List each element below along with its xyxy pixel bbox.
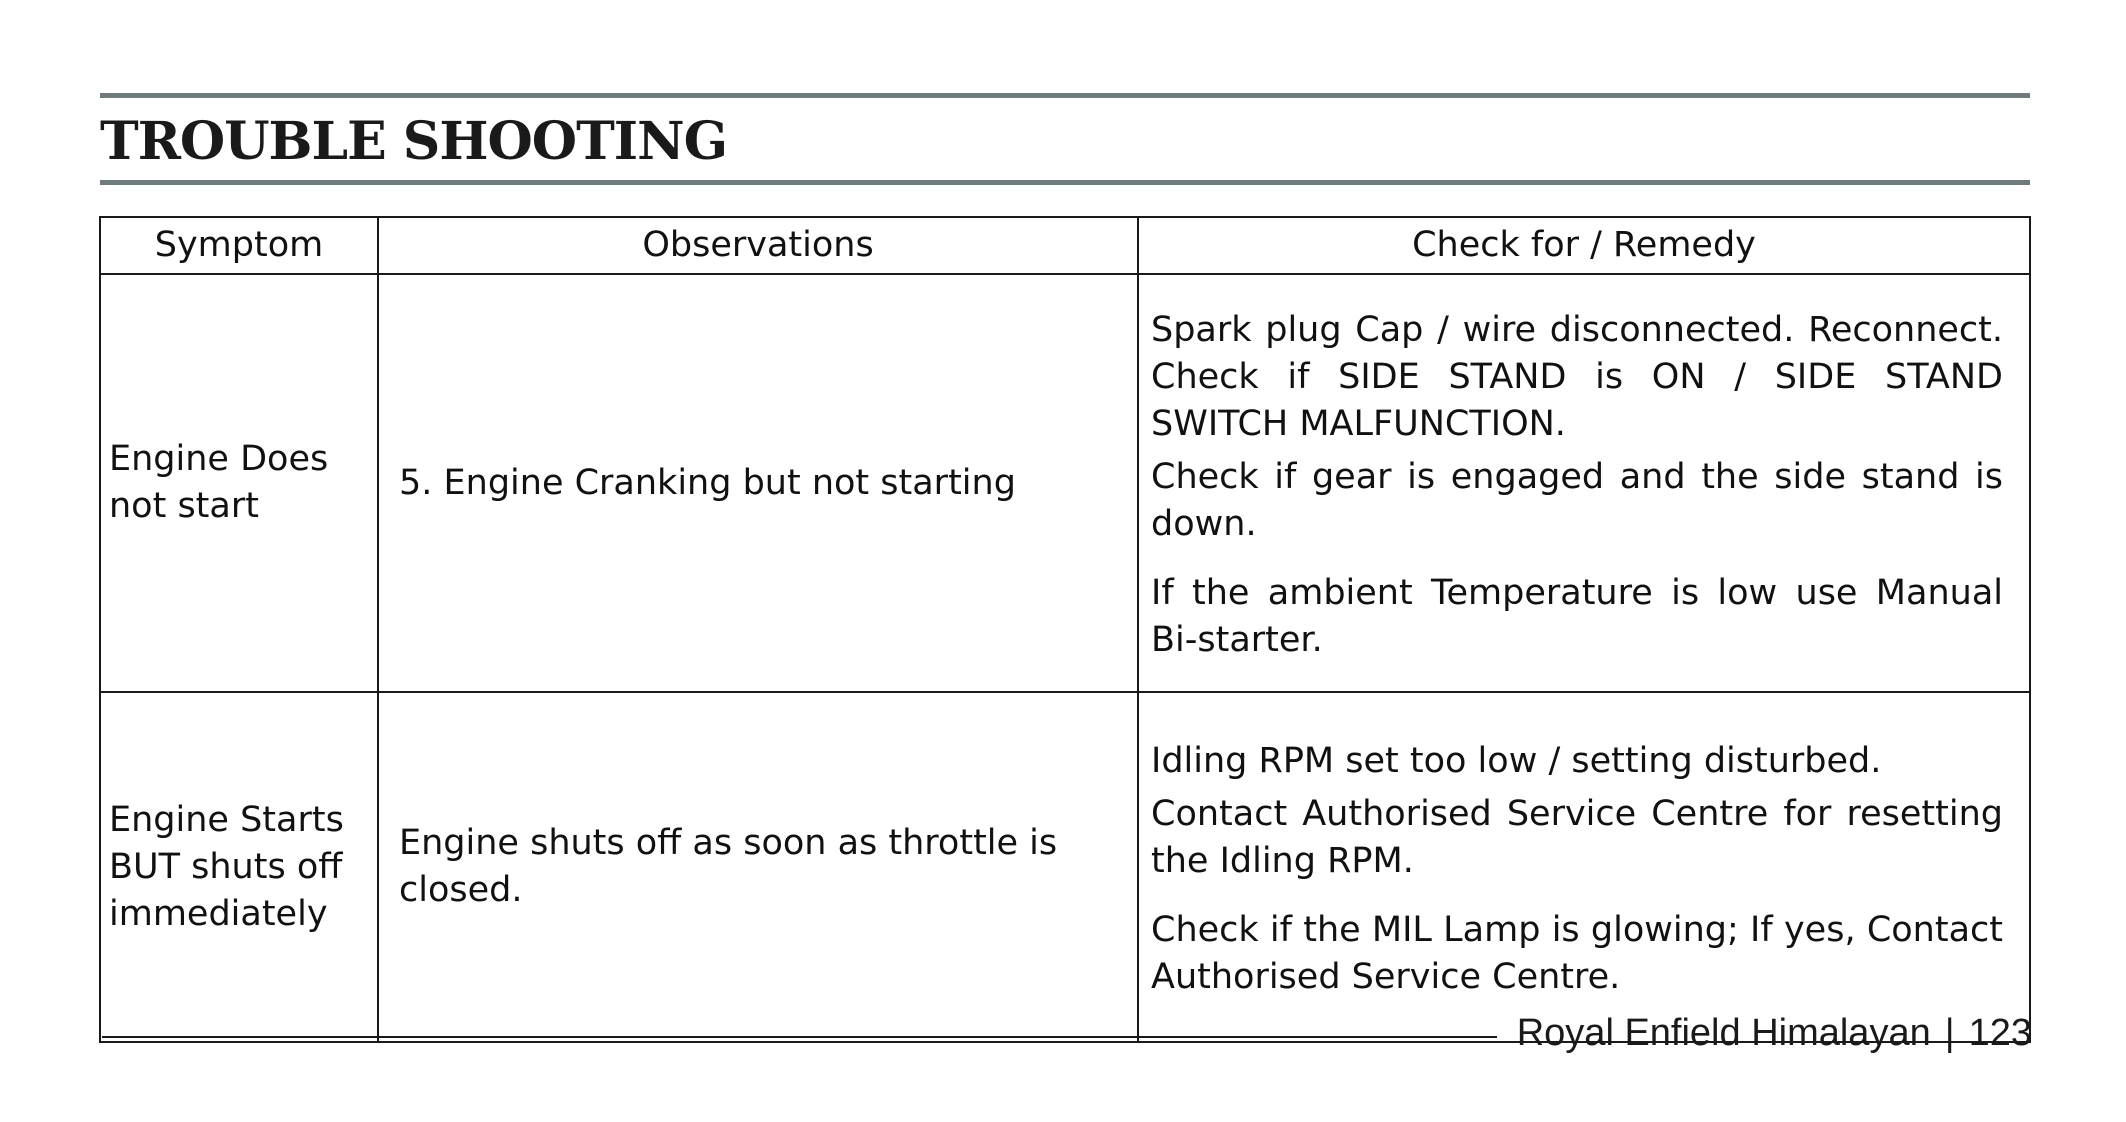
- title-top-rule: [100, 93, 2030, 98]
- symptom-cell: Engine Starts BUT shuts off immediately: [100, 692, 378, 1042]
- remedy-item: Contact Authorised Service Centre for resetting the Idling RPM.: [1151, 793, 2003, 881]
- title-bottom-rule: [100, 180, 2030, 185]
- header-symptom: Symptom: [100, 217, 378, 274]
- symptom-cell: Engine Does not start: [100, 274, 378, 692]
- remedy-item: If the ambient Temperature is low use Manual Bi-starter.: [1151, 572, 2003, 660]
- remedy-item: Check if gear is engaged and the side stand is down.: [1151, 456, 2003, 544]
- observation-cell: 5. Engine Cranking but not starting: [378, 274, 1138, 692]
- header-observations: Observations: [378, 217, 1138, 274]
- troubleshooting-table: [99, 216, 2031, 1043]
- page-footer: [1517, 1010, 2032, 1056]
- page-number: 123: [1968, 1012, 2032, 1054]
- page-title: TROUBLE SHOOTING: [100, 111, 728, 172]
- remedy-item: Check if the MIL Lamp is glowing; If yes, Contact Authorised Service Centre.: [1151, 909, 2003, 997]
- header-remedy: Check for / Remedy: [1138, 217, 2030, 274]
- table-row: [100, 692, 2030, 1042]
- remedy-cell: [1138, 692, 2030, 1042]
- footer-rule: [102, 1036, 1497, 1038]
- table-header-row: [100, 217, 2030, 274]
- footer-separator: |: [1944, 1012, 1955, 1054]
- remedy-item: Spark plug Cap / wire disconnected. Reconnect. Check if SIDE STAND is ON / SIDE STAND SWITCH MALFUNCTION.: [1151, 309, 2003, 444]
- remedy-cell: [1138, 274, 2030, 692]
- remedy-item: Idling RPM set too low / setting disturbed.: [1151, 740, 1882, 781]
- footer-book-title: Royal Enfield Himalayan: [1516, 1012, 1931, 1054]
- observation-cell: Engine shuts off as soon as throttle is closed.: [378, 692, 1138, 1042]
- table-row: [100, 274, 2030, 692]
